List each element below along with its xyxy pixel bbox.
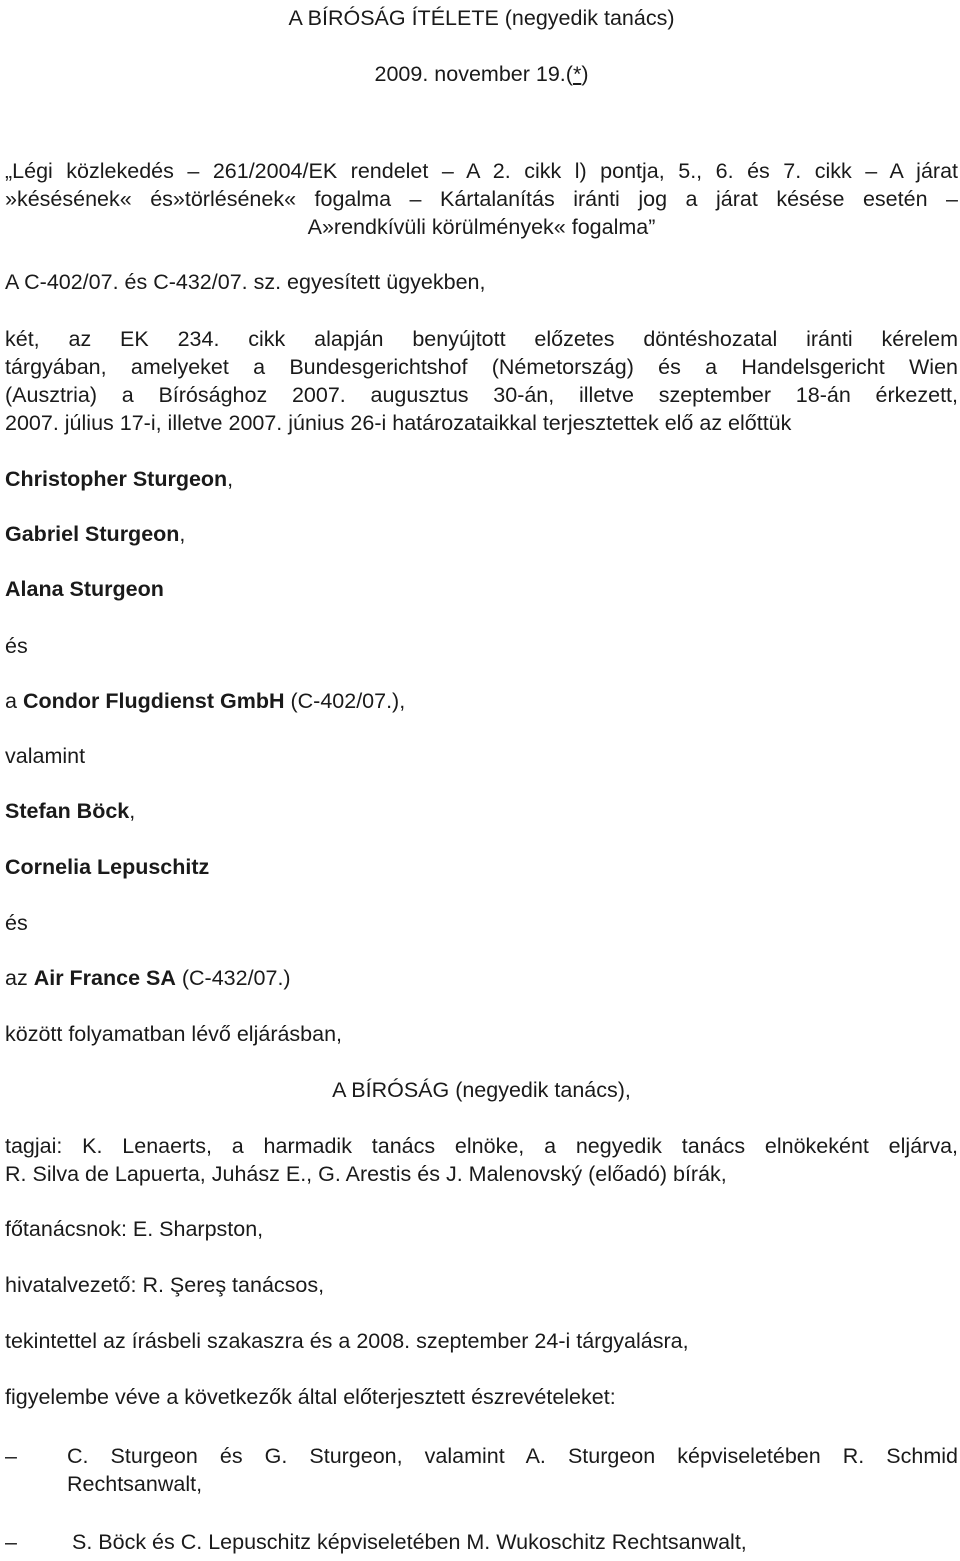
- conjunction-and-1: és: [5, 634, 28, 658]
- court-heading: A BÍRÓSÁG (negyedik tanács),: [332, 1078, 631, 1102]
- subject-line-1: „Légi közlekedés – 261/2004/EK rendelet – A 2. cikk l) pontja, 5., 6. és 7. cikk – A járat: [5, 159, 958, 183]
- party-7-prefix: az: [5, 966, 34, 990]
- observations-intro: figyelembe véve a következők által előterjesztett észrevételeket:: [5, 1385, 616, 1409]
- request-line-2: tárgyában, amelyeket a Bundesgerichtshof (Németország) és a Handelsgericht Wien: [5, 355, 958, 379]
- case-intro: A C‑402/07. és C‑432/07. sz. egyesített ügyekben,: [5, 270, 486, 294]
- party-4-prefix: a: [5, 689, 23, 713]
- judgment-title: A BÍRÓSÁG ÍTÉLETE (negyedik tanács): [288, 6, 675, 30]
- footnote-link[interactable]: *: [572, 62, 582, 86]
- party-6-name: Cornelia Lepuschitz: [5, 855, 210, 879]
- proceedings-between: között folyamatban lévő eljárásban,: [5, 1022, 343, 1046]
- party-1: [5, 465, 233, 493]
- party-1-suffix: ,: [227, 467, 234, 491]
- party-4: [5, 687, 405, 715]
- footnote-open: (: [565, 62, 573, 86]
- registrar: hivatalvezető: R. Şereş tanácsos,: [5, 1273, 325, 1297]
- subject-line-2: »késésének« és»törlésének« fogalma – Kártalanítás iránti jog a járat késése esetén –: [5, 187, 958, 211]
- party-2-suffix: ,: [179, 522, 186, 546]
- judgment-date: 2009. november 19.: [374, 62, 566, 86]
- list-item-line-1: S. Böck és C. Lepuschitz képviseletében M. Wukoschitz Rechtsanwalt,: [72, 1530, 747, 1554]
- party-7-name: Air France SA: [33, 966, 176, 990]
- conjunction-valamint: valamint: [5, 744, 86, 768]
- footnote-close: ): [581, 62, 589, 86]
- court-members-line-1: tagjai: K. Lenaerts, a harmadik tanács elnöke, a negyedik tanács elnökeként eljárva,: [5, 1134, 958, 1158]
- court-members-line-2: R. Silva de Lapuerta, Juhász E., G. Arestis és J. Malenovský (előadó) bírák,: [5, 1162, 727, 1186]
- list-item-dash: –: [5, 1444, 17, 1468]
- conjunction-and-2: és: [5, 911, 28, 935]
- party-3-name: Alana Sturgeon: [5, 577, 164, 601]
- advocate-general: főtanácsnok: E. Sharpston,: [5, 1217, 264, 1241]
- party-5-name: Stefan Böck: [5, 799, 130, 823]
- party-6: [5, 853, 209, 881]
- party-2-name: Gabriel Sturgeon: [5, 522, 180, 546]
- party-7: [5, 964, 291, 992]
- party-5-suffix: ,: [129, 799, 136, 823]
- party-1-name: Christopher Sturgeon: [5, 467, 228, 491]
- list-item-line-2: Rechtsanwalt,: [67, 1472, 203, 1496]
- list-item-line-1: C. Sturgeon és G. Sturgeon, valamint A. Sturgeon képviseletében R. Schmid: [67, 1444, 958, 1468]
- party-7-suffix: (C‑432/07.): [175, 966, 291, 990]
- request-line-4: 2007. július 17‑i, illetve 2007. június 26‑i határozataikkal terjesztettek elő az előttük: [5, 411, 792, 435]
- party-2: [5, 520, 185, 548]
- request-line-1: két, az EK 234. cikk alapján benyújtott előzetes döntéshozatal iránti kérelem: [5, 327, 958, 351]
- procedure-note: tekintettel az írásbeli szakaszra és a 2008. szeptember 24-i tárgyalásra,: [5, 1329, 689, 1353]
- party-4-suffix: (C‑402/07.),: [284, 689, 406, 713]
- party-3: [5, 575, 164, 603]
- request-line-3: (Ausztria) a Bírósághoz 2007. augusztus 30-án, illetve szeptember 18-án érkezett,: [5, 383, 958, 407]
- judgment-date-line: [0, 60, 960, 88]
- subject-line-3: A»rendkívüli körülmények« fogalma”: [307, 215, 656, 239]
- party-5: [5, 797, 135, 825]
- party-4-name: Condor Flugdienst GmbH: [22, 689, 285, 713]
- list-item-dash: –: [5, 1530, 17, 1554]
